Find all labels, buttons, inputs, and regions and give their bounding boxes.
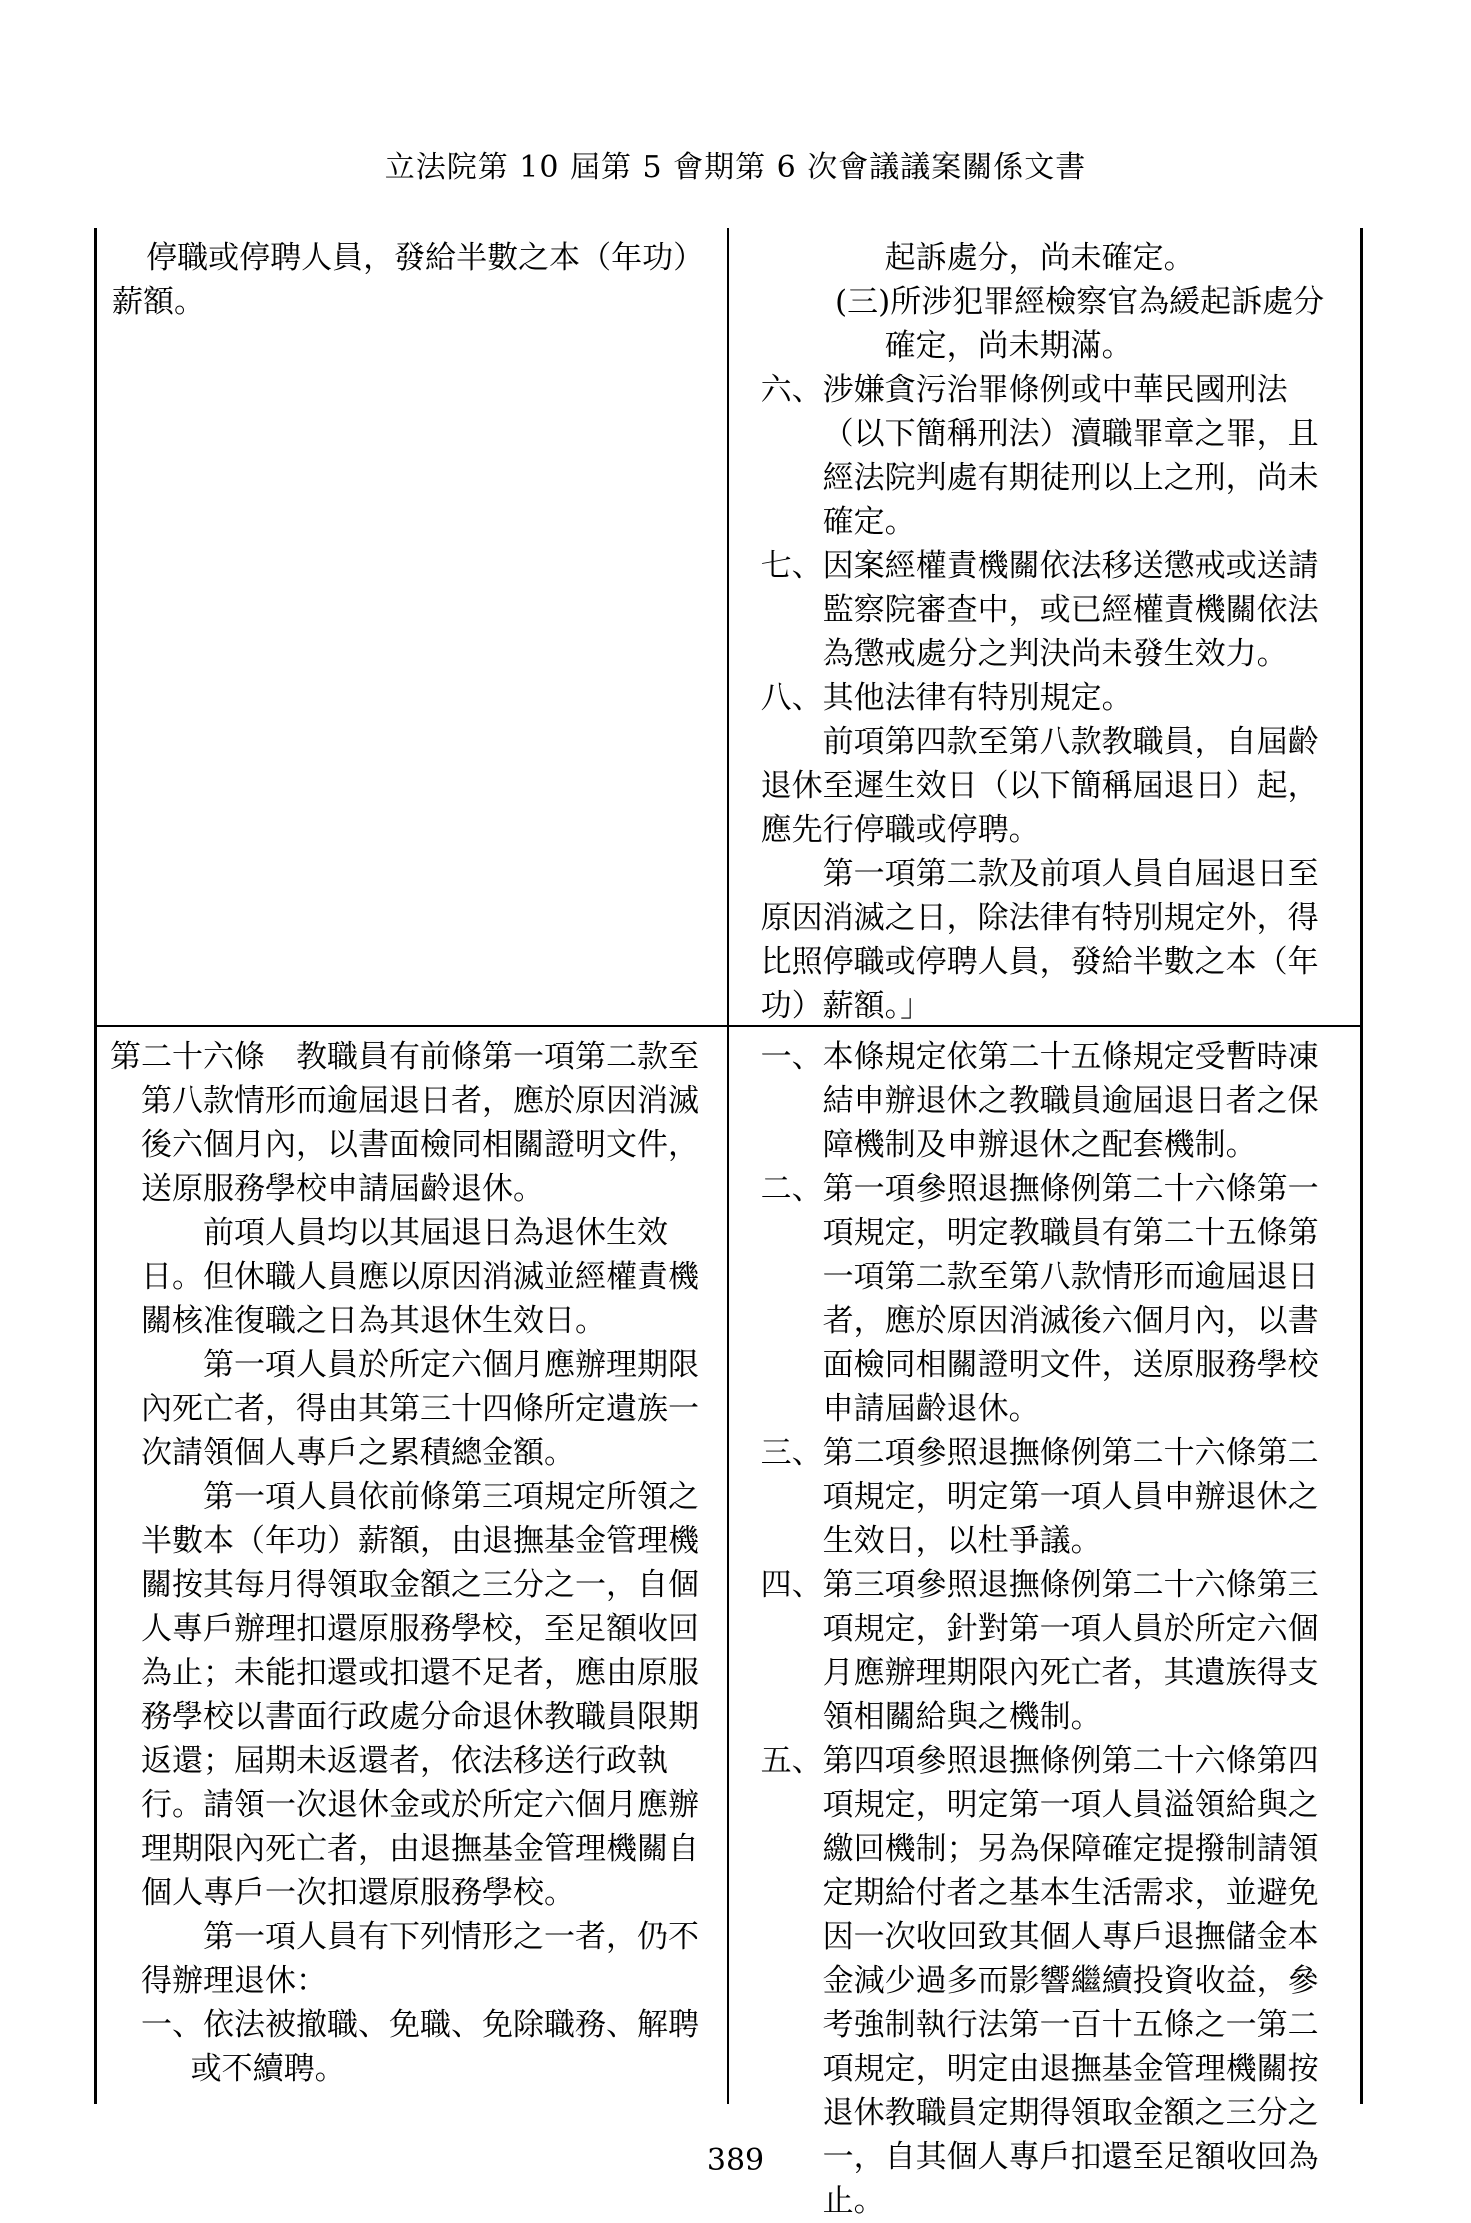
table-right-border xyxy=(1360,228,1363,2104)
item-8: 八、其他法律有特別規定。 xyxy=(760,680,1133,716)
table-left-border xyxy=(94,228,97,2104)
article-26-paragraph-5: 第一項人員有下列情形之一者，仍不得辦理退休： xyxy=(141,1919,699,1999)
sub-item-2-continuation: 起訴處分，尚未確定。 xyxy=(884,240,1195,276)
paragraph-2: 第一項第二款及前項人員自屆退日至原因消滅之日，除法律有特別規定外，得比照停職或停聘人員，發給半數之本（年功）薪額。」 xyxy=(760,856,1319,1024)
article-26-heading: 第二十六條 教職員有前條第一項第二款至第八款情形而逾屆退日者，應於原因消滅後六個月內，以書面檢同相關證明文件，送原服務學校申請屆齡退休。 xyxy=(110,1039,699,1207)
article-26-item-1: 一、依法被撤職、免職、免除職務、解聘或不續聘。 xyxy=(141,2007,699,2087)
page-number: 389 xyxy=(706,2143,765,2178)
item-7: 七、因案經權責機關依法移送懲戒或送請監察院審查中，或已經權責機關依法為懲戒處分之判決尚未發生效力。 xyxy=(760,548,1319,672)
document-header: 立法院第 10 屆第 5 會期第 6 次會議議案關係文書 xyxy=(384,150,1087,185)
explanation-item-5: 五、第四項參照退撫條例第二十六條第四項規定，明定第一項人員溢領給與之繳回機制；另為保障確定提撥制請領定期給付者之基本生活需求，並避免因一次收回致其個人專戶退撫儲金本金減少過多而影響繼續投資收益，參考強制執行法第一百十五條之一第二項規定，明定由退撫基金管理機關按退休教職員定期得領取金額之三分之一，自其個人專戶扣還至足額收回為止。 xyxy=(760,1743,1319,2219)
row1-left-cell xyxy=(112,236,712,324)
explanation-item-4: 四、第三項參照退撫條例第二十六條第三項規定，針對第一項人員於所定六個月應辦理期限內死亡者，其遺族得支領相關給與之機制。 xyxy=(760,1567,1319,1735)
row1-right-cell xyxy=(742,236,1346,1028)
paragraph-1: 前項第四款至第八款教職員，自屆齡退休至遲生效日（以下簡稱屆退日）起，應先行停職或停聘。 xyxy=(760,724,1319,848)
item-6: 六、涉嫌貪污治罪條例或中華民國刑法（以下簡稱刑法）瀆職罪章之罪，且經法院判處有期徒刑以上之刑，尚未確定。 xyxy=(760,372,1319,540)
row2-right-cell xyxy=(742,1035,1346,2223)
explanation-item-3: 三、第二項參照退撫條例第二十六條第二項規定，明定第一項人員申辦退休之生效日，以杜爭議。 xyxy=(760,1435,1319,1559)
row2-left-cell xyxy=(110,1035,712,2091)
article-26-paragraph-4: 第一項人員依前條第三項規定所領之半數本（年功）薪額，由退撫基金管理機關按其每月得領取金額之三分之一，自個人專戶辦理扣還原服務學校，至足額收回為止；未能扣還或扣還不足者，應由原服務學校以書面行政處分命退休教職員限期返還；屆期未返還者，依法移送行政執行。請領一次退休金或於所定六個月應辦理期限內死亡者，由退撫基金管理機關自個人專戶一次扣還原服務學校。 xyxy=(141,1479,699,1911)
explanation-item-1: 一、本條規定依第二十五條規定受暫時凍結申辦退休之教職員逾屆退日者之保障機制及申辦退休之配套機制。 xyxy=(760,1039,1319,1163)
sub-item-3: (三)所涉犯罪經檢察官為緩起訴處分確定，尚未期滿。 xyxy=(835,284,1325,364)
article-26-paragraph-3: 第一項人員於所定六個月應辦理期限內死亡者，得由其第三十四條所定遺族一次請領個人專戶之累積總金額。 xyxy=(141,1347,699,1471)
row1-left-text: 停職或停聘人員，發給半數之本（年功）薪額。 xyxy=(112,240,705,320)
explanation-item-2: 二、第一項參照退撫條例第二十六條第一項規定，明定教職員有第二十五條第一項第二款至第八款情形而逾屆退日者，應於原因消滅後六個月內，以書面檢同相關證明文件，送原服務學校申請屆齡退休。 xyxy=(760,1171,1319,1427)
table-center-divider xyxy=(727,228,729,2104)
article-26-paragraph-2: 前項人員均以其屆退日為退休生效日。但休職人員應以原因消滅並經權責機關核准復職之日為其退休生效日。 xyxy=(141,1215,699,1339)
